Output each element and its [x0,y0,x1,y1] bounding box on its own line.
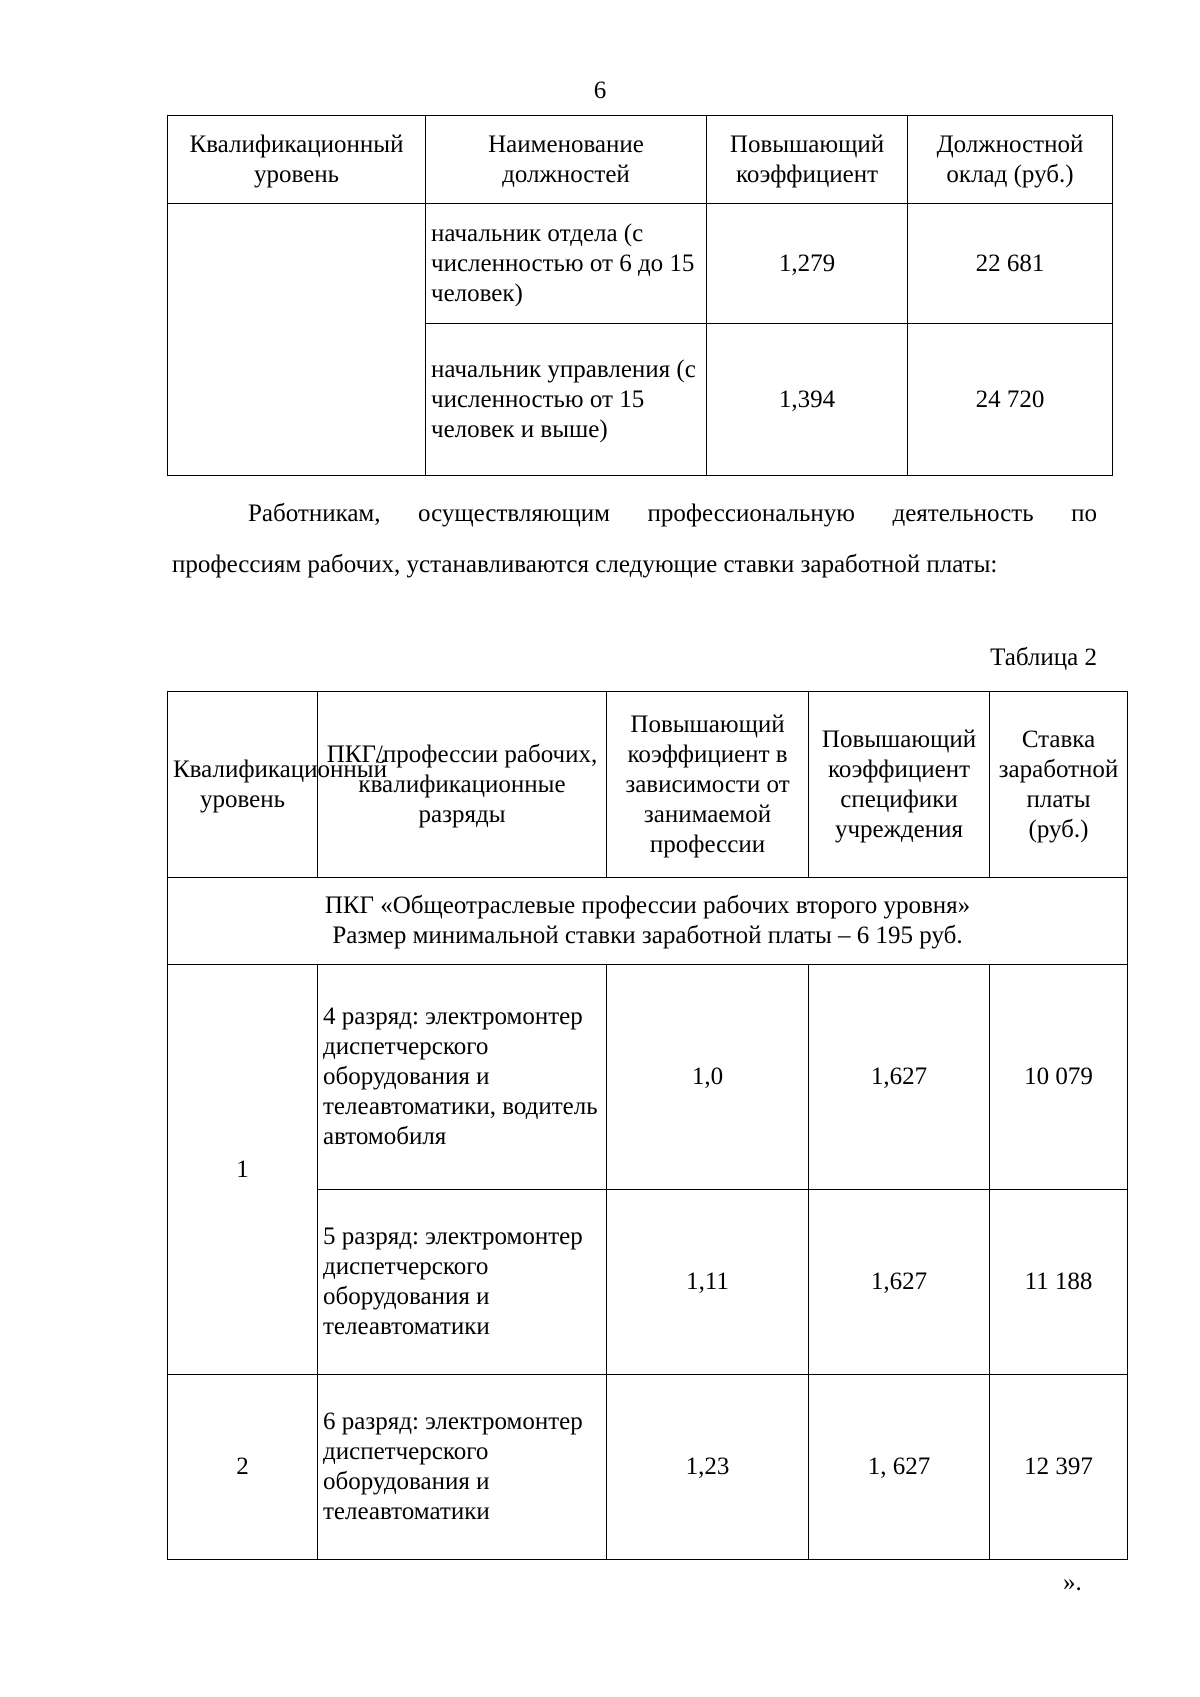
header-qualification-level: Квалификационный уровень [168,116,426,204]
level-cell: 1 [168,965,318,1375]
rate-cell: 11 188 [990,1190,1128,1375]
header-salary: Должностной оклад (руб.) [908,116,1113,204]
group-row [168,878,1128,965]
workers-rates-table [167,691,1128,1560]
qualification-level-cell [168,204,426,476]
profession-cell: 5 разряд: электромонтер диспетчерского оборудования и телеавтоматики [318,1190,607,1375]
coefficient-cell: 1,394 [707,324,908,476]
header-position-name: Наименование должностей [426,116,707,204]
coef-profession-cell: 1,0 [607,965,809,1190]
table-row [168,204,1113,324]
paragraph-text: Работникам, осуществляющим профессиональную деятельность по профессиям рабочих, устанавливаются следующие ставки заработной платы: [172,500,1097,578]
profession-cell: 4 разряд: электромонтер диспетчерского оборудования и телеавтоматики, водитель автомобиля [318,965,607,1190]
header-profession: ПКГ/профессии рабочих, квалификационные разряды [318,692,607,878]
coef-profession-cell: 1,23 [607,1375,809,1560]
group-heading-cell [168,878,1128,965]
rate-cell: 10 079 [990,965,1128,1190]
coef-specific-cell: 1,627 [809,965,990,1190]
rate-cell: 12 397 [990,1375,1128,1560]
salary-table-managers [167,115,1113,476]
closing-quote: ». [1063,1569,1082,1596]
header-coef-profession: Повышающий коэффициент в зависимости от занимаемой профессии [607,692,809,878]
table-row [168,965,1128,1190]
position-cell: начальник отдела (с численностью от 6 до 15 человек) [426,204,707,324]
header-qualification-level: Квалификационный уровень [168,692,318,878]
table-caption: Таблица 2 [990,644,1097,671]
coef-specific-cell: 1, 627 [809,1375,990,1560]
profession-cell: 6 разряд: электромонтер диспетчерского оборудования и телеавтоматики [318,1375,607,1560]
coef-profession-cell: 1,11 [607,1190,809,1375]
header-rate: Ставка заработной платы (руб.) [990,692,1128,878]
table-header-row [168,692,1128,878]
header-coef-specific: Повышающий коэффициент специфики учреждения [809,692,990,878]
coef-specific-cell: 1,627 [809,1190,990,1375]
position-cell: начальник управления (с численностью от 15 человек и выше) [426,324,707,476]
group-title: ПКГ «Общеотраслевые профессии рабочих второго уровня» [324,892,971,919]
salary-cell: 24 720 [908,324,1113,476]
page-number: 6 [593,77,607,104]
table-header-row [168,116,1113,204]
header-coefficient: Повышающий коэффициент [707,116,908,204]
coefficient-cell: 1,279 [707,204,908,324]
workers-rates-paragraph [172,488,1097,590]
salary-cell: 22 681 [908,204,1113,324]
table-row [168,1375,1128,1560]
group-min-rate: Размер минимальной ставки заработной платы – 6 195 руб. [332,922,963,949]
level-cell: 2 [168,1375,318,1560]
